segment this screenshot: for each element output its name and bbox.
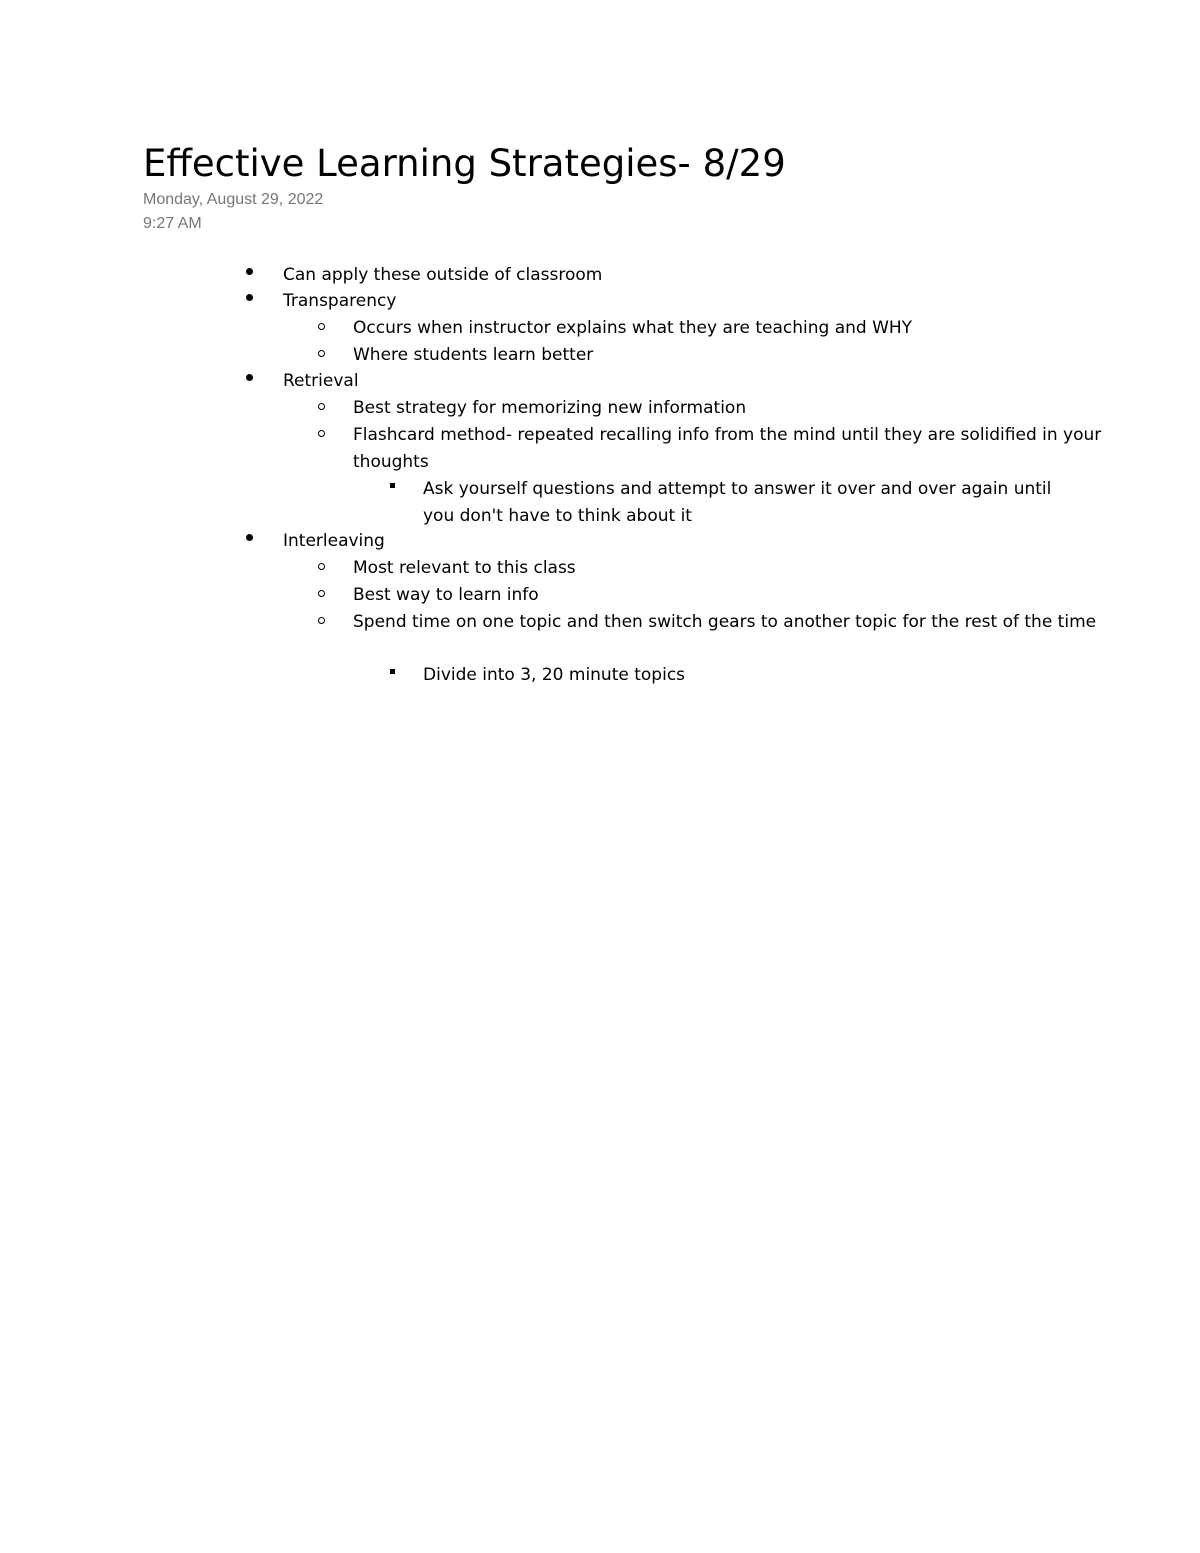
bullet-disc-icon bbox=[246, 294, 253, 301]
list-item-text: Best way to learn info bbox=[353, 585, 539, 605]
list-item-text: Transparency bbox=[283, 291, 397, 311]
list-item-text: Interleaving bbox=[283, 531, 385, 551]
bullet-circle-icon bbox=[318, 617, 325, 624]
list-item-text: Can apply these outside of classroom bbox=[283, 265, 603, 285]
bullet-circle-icon bbox=[318, 323, 325, 330]
note-time: 9:27 AM bbox=[143, 215, 202, 232]
list-item-text: Occurs when instructor explains what they are teaching and WHY bbox=[353, 318, 913, 338]
list-item-text: Spend time on one topic and then switch gears to another topic for the rest of the time bbox=[353, 612, 1097, 632]
bullet-disc-icon bbox=[246, 374, 253, 381]
bullet-circle-icon bbox=[318, 590, 325, 597]
list-item-text: Best strategy for memorizing new information bbox=[353, 398, 747, 418]
page-title: Effective Learning Strategies- 8/29 bbox=[143, 142, 786, 185]
list-item-text: Most relevant to this class bbox=[353, 558, 576, 578]
note-date: Monday, August 29, 2022 bbox=[143, 191, 324, 208]
list-item-text: Retrieval bbox=[283, 371, 359, 391]
bullet-circle-icon bbox=[318, 350, 325, 357]
bullet-disc-icon bbox=[246, 534, 253, 541]
list-item-text: Where students learn better bbox=[353, 345, 594, 365]
bullet-circle-icon bbox=[318, 563, 325, 570]
list-item-text: Flashcard method- repeated recalling info from the mind until they are solidified in your thoughts bbox=[353, 425, 1102, 472]
list-item-text: Ask yourself questions and attempt to answer it over and over again until you don't have to think about it bbox=[423, 479, 1052, 526]
bullet-square-icon bbox=[390, 483, 395, 488]
bullet-circle-icon bbox=[318, 403, 325, 410]
bullet-circle-icon bbox=[318, 430, 325, 437]
bullet-disc-icon bbox=[246, 268, 253, 275]
list-item-text: Divide into 3, 20 minute topics bbox=[423, 665, 686, 685]
bullet-square-icon bbox=[390, 669, 395, 674]
